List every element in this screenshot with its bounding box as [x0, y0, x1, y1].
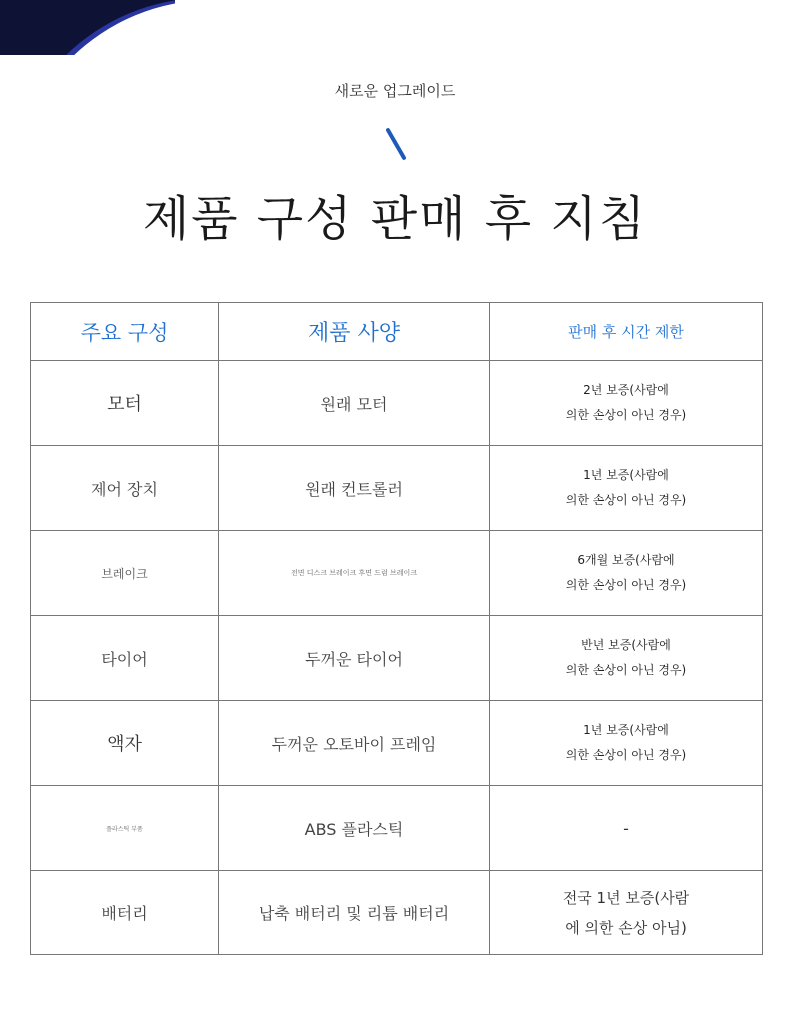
cell-warranty — [490, 531, 763, 616]
cell-warranty — [490, 871, 763, 955]
cell-warranty — [490, 361, 763, 446]
warranty-line: 의한 손상이 아닌 경우) — [565, 493, 687, 507]
warranty-line: 전국 1년 보증(사람 — [562, 888, 690, 907]
cell-spec: 두꺼운 오토바이 프레임 — [219, 701, 490, 786]
cell-spec: 원래 컨트롤러 — [219, 446, 490, 531]
cell-component: 브레이크 — [31, 531, 219, 616]
cell-component: 배터리 — [31, 871, 219, 955]
table-row — [31, 446, 763, 531]
warranty-line: 1년 보증(사람에 — [583, 468, 669, 482]
cell-spec: ABS 플라스틱 — [219, 786, 490, 871]
warranty-line: 의한 손상이 아닌 경우) — [565, 408, 687, 422]
cell-component: 제어 장치 — [31, 446, 219, 531]
warranty-line: 반년 보증(사람에 — [581, 638, 671, 652]
cell-spec: 두꺼운 타이어 — [219, 616, 490, 701]
table-row — [31, 531, 763, 616]
cell-spec: 전면 디스크 브레이크 후면 드럼 브레이크 — [219, 531, 490, 616]
table-row — [31, 701, 763, 786]
cell-spec: 원래 모터 — [219, 361, 490, 446]
cell-warranty — [490, 446, 763, 531]
table-row — [31, 616, 763, 701]
slash-decoration — [385, 127, 406, 160]
warranty-line: 의한 손상이 아닌 경우) — [565, 578, 687, 592]
table-row — [31, 871, 763, 955]
warranty-line: 1년 보증(사람에 — [583, 723, 669, 737]
cell-component: 플라스틱 부품 — [31, 786, 219, 871]
cell-component: 타이어 — [31, 616, 219, 701]
warranty-line: 6개월 보증(사람에 — [577, 553, 675, 567]
header-component: 주요 구성 — [31, 303, 219, 361]
warranty-line: 2년 보증(사람에 — [583, 383, 669, 397]
cell-component: 액자 — [31, 701, 219, 786]
page-subtitle: 새로운 업그레이드 — [334, 82, 456, 100]
table-row — [31, 361, 763, 446]
page-title: 제품 구성 판매 후 지침 — [142, 191, 648, 247]
corner-decoration — [0, 0, 175, 55]
spec-table — [30, 302, 763, 955]
warranty-line: 의한 손상이 아닌 경우) — [565, 748, 687, 762]
cell-warranty — [490, 616, 763, 701]
table-header-row — [31, 303, 763, 361]
table-row — [31, 786, 763, 871]
header-warranty: 판매 후 시간 제한 — [490, 303, 763, 361]
warranty-line: 의한 손상이 아닌 경우) — [565, 663, 687, 677]
cell-component: 모터 — [31, 361, 219, 446]
header-spec: 제품 사양 — [219, 303, 490, 361]
cell-spec: 납축 배터리 및 리튬 배터리 — [219, 871, 490, 955]
cell-warranty: - — [490, 786, 763, 871]
cell-warranty — [490, 701, 763, 786]
warranty-line: 에 의한 손상 아님) — [565, 918, 687, 937]
